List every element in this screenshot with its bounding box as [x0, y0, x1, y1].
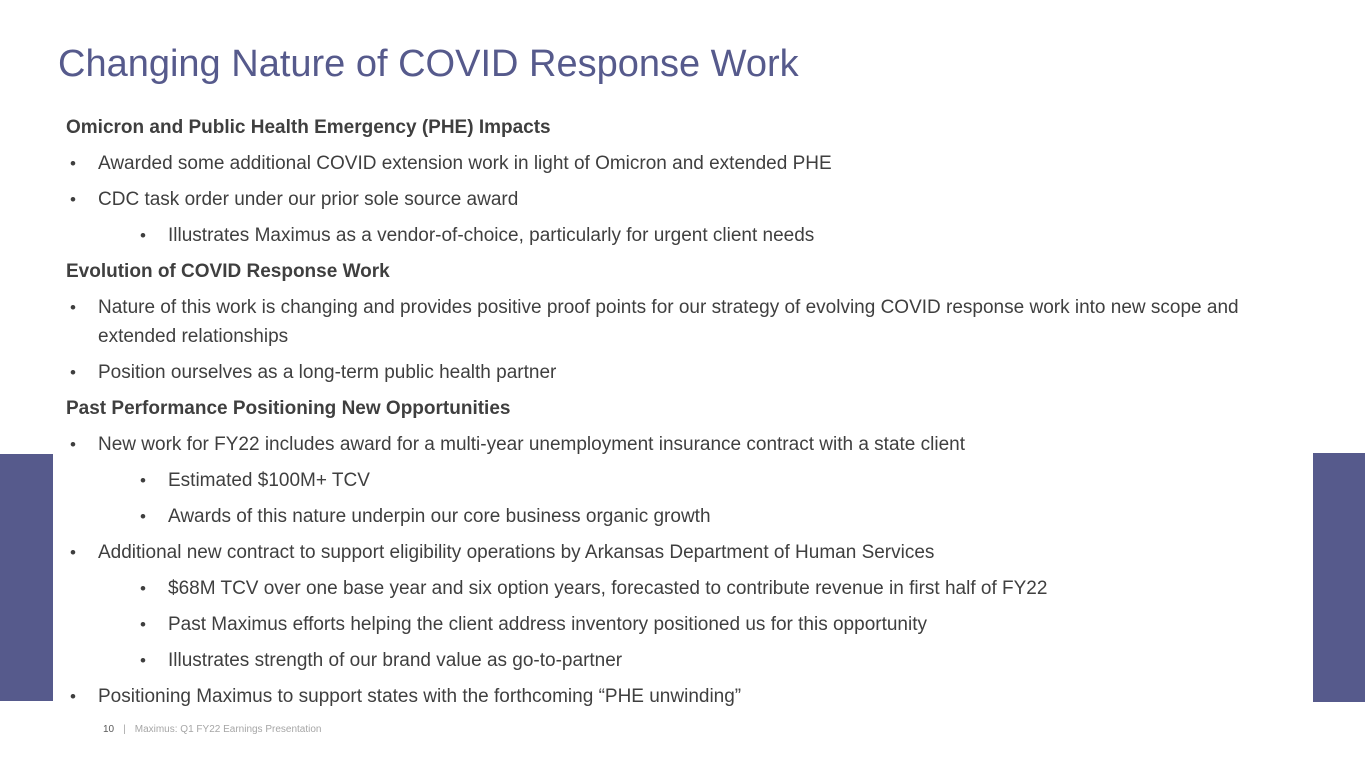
- bullet-glyph: •: [70, 363, 76, 382]
- left-accent-bar: [0, 454, 53, 701]
- right-accent-bar: [1313, 453, 1365, 702]
- bullet-glyph: •: [140, 507, 146, 526]
- bullet-glyph: •: [70, 298, 76, 317]
- bullet-glyph: •: [140, 651, 146, 670]
- bullet-text: Additional new contract to support eligibility operations by Arkansas Department of Human Services: [98, 542, 935, 563]
- bullet-glyph: •: [140, 579, 146, 598]
- bullet-item: [66, 293, 1271, 351]
- slide-footer: [103, 723, 322, 737]
- bullet-text: Position ourselves as a long-term public health partner: [98, 362, 557, 383]
- bullet-item: [66, 149, 1271, 178]
- bullet-text: Awarded some additional COVID extension work in light of Omicron and extended PHE: [98, 153, 832, 174]
- bullet-text: New work for FY22 includes award for a multi-year unemployment insurance contract with a state client: [98, 434, 965, 455]
- bullet-text: Awards of this nature underpin our core business organic growth: [168, 506, 711, 527]
- sub-bullet-item: [136, 646, 1271, 675]
- bullet-glyph: •: [140, 615, 146, 634]
- bullet-text: Past Maximus efforts helping the client address inventory positioned us for this opportunity: [168, 614, 927, 635]
- slide-body: [66, 113, 1271, 718]
- footer-separator: |: [123, 724, 126, 735]
- sub-bullet-item: [136, 466, 1271, 495]
- bullet-item: [66, 682, 1271, 711]
- page-number: 10: [103, 724, 115, 735]
- footer-label: Maximus: Q1 FY22 Earnings Presentation: [134, 724, 322, 735]
- bullet-glyph: •: [140, 471, 146, 490]
- bullet-text: Estimated $100M+ TCV: [168, 470, 370, 491]
- section-heading: Past Performance Positioning New Opportunities: [66, 398, 511, 419]
- sub-bullet-item: [136, 610, 1271, 639]
- bullet-text: Nature of this work is changing and provides positive proof points for our strategy of evolving COVID response work into new scope and extended relationships: [98, 297, 1239, 347]
- bullet-item: [66, 185, 1271, 214]
- section-heading: Evolution of COVID Response Work: [66, 261, 390, 282]
- bullet-glyph: •: [70, 154, 76, 173]
- section-heading: Omicron and Public Health Emergency (PHE) Impacts: [66, 117, 551, 138]
- slide-title: Changing Nature of COVID Response Work: [58, 43, 799, 85]
- bullet-item: [66, 538, 1271, 567]
- sub-bullet-item: [136, 574, 1271, 603]
- bullet-item: [66, 430, 1271, 459]
- bullet-glyph: •: [70, 687, 76, 706]
- bullet-text: Illustrates strength of our brand value as go-to-partner: [168, 650, 623, 671]
- bullet-glyph: •: [70, 435, 76, 454]
- bullet-glyph: •: [70, 543, 76, 562]
- sub-bullet-item: [136, 502, 1271, 531]
- bullet-glyph: •: [70, 190, 76, 209]
- bullet-item: [66, 358, 1271, 387]
- bullet-text: $68M TCV over one base year and six option years, forecasted to contribute revenue in first half of FY22: [168, 578, 1048, 599]
- bullet-glyph: •: [140, 226, 146, 245]
- bullet-text: CDC task order under our prior sole source award: [98, 189, 519, 210]
- bullet-text: Illustrates Maximus as a vendor-of-choice, particularly for urgent client needs: [168, 225, 815, 246]
- sub-bullet-item: [136, 221, 1271, 250]
- bullet-text: Positioning Maximus to support states with the forthcoming “PHE unwinding”: [98, 686, 742, 707]
